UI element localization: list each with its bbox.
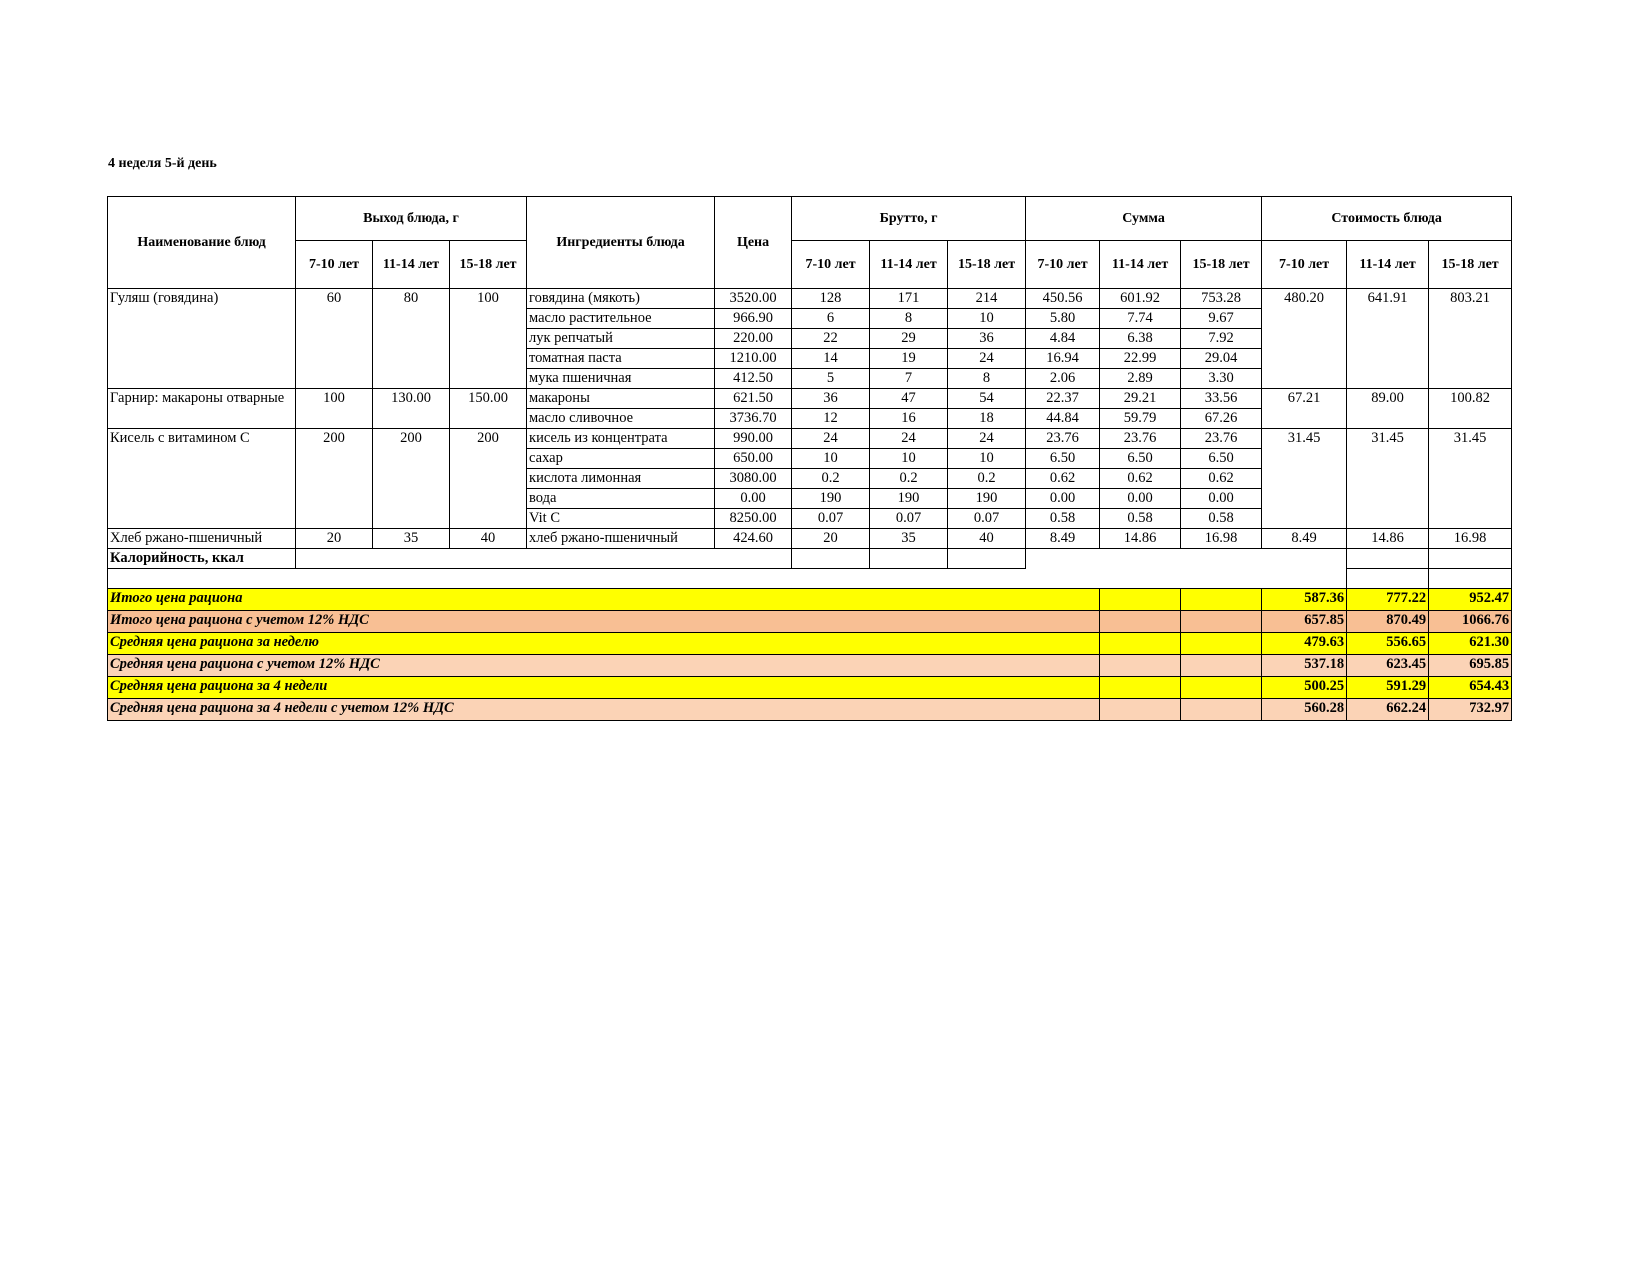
sum-cell: 22.37 xyxy=(1026,389,1100,409)
header-ingredients: Ингредиенты блюда xyxy=(527,197,715,289)
sum-cell: 3.30 xyxy=(1181,369,1262,389)
sum-cell: 23.76 xyxy=(1026,429,1100,449)
sum-cell: 16.94 xyxy=(1026,349,1100,369)
ingredient-name-cell: масло сливочное xyxy=(527,409,715,429)
calories-cell xyxy=(1347,549,1429,569)
sum-cell: 8.49 xyxy=(1026,529,1100,549)
brutto-cell: 20 xyxy=(792,529,870,549)
price-cell: 0.00 xyxy=(715,489,792,509)
dish-name-cell: Хлеб ржано-пшеничный xyxy=(108,529,296,549)
summary-empty-cell xyxy=(1100,677,1181,699)
header-price: Цена xyxy=(715,197,792,289)
brutto-cell: 128 xyxy=(792,289,870,309)
header-brutto-age-11-14: 11-14 лет xyxy=(870,241,948,289)
yield-cell: 200 xyxy=(296,429,373,529)
ingredient-name-cell: говядина (мякоть) xyxy=(527,289,715,309)
dish-cost-cell: 8.49 xyxy=(1262,529,1347,549)
summary-value: 777.22 xyxy=(1347,589,1429,611)
yield-cell: 200 xyxy=(450,429,527,529)
dish-name-cell: Кисель с витамином С xyxy=(108,429,296,529)
sum-cell: 4.84 xyxy=(1026,329,1100,349)
calories-empty-cell xyxy=(1026,549,1347,569)
sum-cell: 14.86 xyxy=(1100,529,1181,549)
summary-value: 623.45 xyxy=(1347,655,1429,677)
summary-value: 587.36 xyxy=(1262,589,1347,611)
summary-label: Средняя цена рациона с учетом 12% НДС xyxy=(108,655,1100,677)
header-sum-age-7-10: 7-10 лет xyxy=(1026,241,1100,289)
brutto-cell: 171 xyxy=(870,289,948,309)
sum-cell: 2.89 xyxy=(1100,369,1181,389)
sum-cell: 6.50 xyxy=(1181,449,1262,469)
header-brutto-age-15-18: 15-18 лет xyxy=(948,241,1026,289)
summary-row xyxy=(108,677,1512,699)
price-cell: 1210.00 xyxy=(715,349,792,369)
summary-empty-cell xyxy=(1100,611,1181,633)
dish-cost-cell: 31.45 xyxy=(1262,429,1347,529)
calories-empty-cell xyxy=(296,549,792,569)
yield-cell: 100 xyxy=(450,289,527,389)
calories-cell xyxy=(1429,549,1512,569)
price-cell: 412.50 xyxy=(715,369,792,389)
summary-value: 621.30 xyxy=(1429,633,1512,655)
brutto-cell: 54 xyxy=(948,389,1026,409)
spacer-cell xyxy=(1429,569,1512,589)
header-yield: Выход блюда, г xyxy=(296,197,527,241)
yield-cell: 80 xyxy=(373,289,450,389)
sum-cell: 0.00 xyxy=(1026,489,1100,509)
brutto-cell: 10 xyxy=(948,309,1026,329)
summary-row xyxy=(108,655,1512,677)
summary-label: Средняя цена рациона за неделю xyxy=(108,633,1100,655)
dish-cost-cell: 480.20 xyxy=(1262,289,1347,389)
brutto-cell: 190 xyxy=(870,489,948,509)
brutto-cell: 190 xyxy=(792,489,870,509)
summary-value: 952.47 xyxy=(1429,589,1512,611)
brutto-cell: 10 xyxy=(792,449,870,469)
summary-value: 500.25 xyxy=(1262,677,1347,699)
brutto-cell: 8 xyxy=(948,369,1026,389)
header-sum-age-11-14: 11-14 лет xyxy=(1100,241,1181,289)
ingredient-name-cell: мука пшеничная xyxy=(527,369,715,389)
ingredient-name-cell: макароны xyxy=(527,389,715,409)
table-row xyxy=(108,289,1512,309)
summary-empty-cell xyxy=(1181,699,1262,721)
brutto-cell: 24 xyxy=(792,429,870,449)
table-row xyxy=(108,529,1512,549)
summary-value: 560.28 xyxy=(1262,699,1347,721)
dish-cost-cell: 89.00 xyxy=(1347,389,1429,429)
yield-cell: 20 xyxy=(296,529,373,549)
calories-cell xyxy=(870,549,948,569)
sum-cell: 6.50 xyxy=(1026,449,1100,469)
summary-value: 870.49 xyxy=(1347,611,1429,633)
summary-empty-cell xyxy=(1100,633,1181,655)
price-cell: 220.00 xyxy=(715,329,792,349)
header-cost-age-15-18: 15-18 лет xyxy=(1429,241,1512,289)
summary-empty-cell xyxy=(1181,611,1262,633)
header-brutto: Брутто, г xyxy=(792,197,1026,241)
summary-value: 556.65 xyxy=(1347,633,1429,655)
table-row xyxy=(108,429,1512,449)
sum-cell: 0.00 xyxy=(1100,489,1181,509)
price-cell: 424.60 xyxy=(715,529,792,549)
ingredient-name-cell: хлеб ржано-пшеничный xyxy=(527,529,715,549)
sum-cell: 0.58 xyxy=(1100,509,1181,529)
summary-empty-cell xyxy=(1181,677,1262,699)
brutto-cell: 14 xyxy=(792,349,870,369)
ingredient-name-cell: томатная паста xyxy=(527,349,715,369)
summary-empty-cell xyxy=(1100,699,1181,721)
sum-cell: 0.62 xyxy=(1026,469,1100,489)
price-cell: 3736.70 xyxy=(715,409,792,429)
sum-cell: 23.76 xyxy=(1100,429,1181,449)
header-yield-age-7-10: 7-10 лет xyxy=(296,241,373,289)
sum-cell: 2.06 xyxy=(1026,369,1100,389)
yield-cell: 200 xyxy=(373,429,450,529)
yield-cell: 150.00 xyxy=(450,389,527,429)
sum-cell: 44.84 xyxy=(1026,409,1100,429)
sum-cell: 9.67 xyxy=(1181,309,1262,329)
brutto-cell: 0.2 xyxy=(948,469,1026,489)
sum-cell: 33.56 xyxy=(1181,389,1262,409)
price-cell: 966.90 xyxy=(715,309,792,329)
yield-cell: 60 xyxy=(296,289,373,389)
yield-cell: 100 xyxy=(296,389,373,429)
brutto-cell: 12 xyxy=(792,409,870,429)
brutto-cell: 47 xyxy=(870,389,948,409)
brutto-cell: 0.07 xyxy=(792,509,870,529)
sum-cell: 59.79 xyxy=(1100,409,1181,429)
menu-table xyxy=(107,196,1512,721)
header-yield-age-11-14: 11-14 лет xyxy=(373,241,450,289)
summary-value: 732.97 xyxy=(1429,699,1512,721)
summary-row xyxy=(108,633,1512,655)
sum-cell: 753.28 xyxy=(1181,289,1262,309)
price-cell: 3080.00 xyxy=(715,469,792,489)
summary-value: 695.85 xyxy=(1429,655,1512,677)
brutto-cell: 24 xyxy=(948,429,1026,449)
sum-cell: 5.80 xyxy=(1026,309,1100,329)
spacer-cell xyxy=(1347,569,1429,589)
table-body xyxy=(108,289,1512,549)
summary-label: Итого цена рациона с учетом 12% НДС xyxy=(108,611,1100,633)
brutto-cell: 29 xyxy=(870,329,948,349)
brutto-cell: 16 xyxy=(870,409,948,429)
summary-empty-cell xyxy=(1181,655,1262,677)
dish-cost-cell: 641.91 xyxy=(1347,289,1429,389)
page-title: 4 неделя 5-й день xyxy=(108,156,217,171)
dish-name-cell: Гарнир: макароны отварные xyxy=(108,389,296,429)
brutto-cell: 8 xyxy=(870,309,948,329)
brutto-cell: 10 xyxy=(870,449,948,469)
brutto-cell: 0.07 xyxy=(948,509,1026,529)
header-cost-age-11-14: 11-14 лет xyxy=(1347,241,1429,289)
table-row xyxy=(108,389,1512,409)
header-cost-age-7-10: 7-10 лет xyxy=(1262,241,1347,289)
sum-cell: 6.38 xyxy=(1100,329,1181,349)
brutto-cell: 35 xyxy=(870,529,948,549)
sum-cell: 0.62 xyxy=(1181,469,1262,489)
summary-empty-cell xyxy=(1181,589,1262,611)
brutto-cell: 24 xyxy=(948,349,1026,369)
brutto-cell: 36 xyxy=(792,389,870,409)
brutto-cell: 5 xyxy=(792,369,870,389)
dish-name-cell: Гуляш (говядина) xyxy=(108,289,296,389)
sum-cell: 0.62 xyxy=(1100,469,1181,489)
ingredient-name-cell: Vit C xyxy=(527,509,715,529)
calories-cell xyxy=(948,549,1026,569)
summary-row xyxy=(108,589,1512,611)
summary-row xyxy=(108,699,1512,721)
summary-empty-cell xyxy=(1100,589,1181,611)
brutto-cell: 0.2 xyxy=(870,469,948,489)
calories-cell xyxy=(792,549,870,569)
sum-cell: 7.74 xyxy=(1100,309,1181,329)
summary-value: 537.18 xyxy=(1262,655,1347,677)
summary-empty-cell xyxy=(1100,655,1181,677)
brutto-cell: 22 xyxy=(792,329,870,349)
summary-value: 591.29 xyxy=(1347,677,1429,699)
price-cell: 650.00 xyxy=(715,449,792,469)
sum-cell: 601.92 xyxy=(1100,289,1181,309)
price-cell: 990.00 xyxy=(715,429,792,449)
ingredient-name-cell: сахар xyxy=(527,449,715,469)
brutto-cell: 7 xyxy=(870,369,948,389)
yield-cell: 40 xyxy=(450,529,527,549)
yield-cell: 130.00 xyxy=(373,389,450,429)
header-brutto-age-7-10: 7-10 лет xyxy=(792,241,870,289)
sum-cell: 16.98 xyxy=(1181,529,1262,549)
sum-cell: 23.76 xyxy=(1181,429,1262,449)
dish-cost-cell: 14.86 xyxy=(1347,529,1429,549)
brutto-cell: 24 xyxy=(870,429,948,449)
yield-cell: 35 xyxy=(373,529,450,549)
summary-value: 1066.76 xyxy=(1429,611,1512,633)
sum-cell: 450.56 xyxy=(1026,289,1100,309)
brutto-cell: 0.07 xyxy=(870,509,948,529)
sum-cell: 7.92 xyxy=(1181,329,1262,349)
sum-cell: 29.04 xyxy=(1181,349,1262,369)
header-dish-name: Наименование блюд xyxy=(108,197,296,289)
ingredient-name-cell: лук репчатый xyxy=(527,329,715,349)
summary-section xyxy=(108,589,1512,721)
brutto-cell: 214 xyxy=(948,289,1026,309)
ingredient-name-cell: кисель из концентрата xyxy=(527,429,715,449)
dish-cost-cell: 31.45 xyxy=(1429,429,1512,529)
sum-cell: 0.00 xyxy=(1181,489,1262,509)
brutto-cell: 10 xyxy=(948,449,1026,469)
brutto-cell: 19 xyxy=(870,349,948,369)
calories-section xyxy=(108,549,1512,589)
dish-cost-cell: 803.21 xyxy=(1429,289,1512,389)
sum-cell: 29.21 xyxy=(1100,389,1181,409)
brutto-cell: 190 xyxy=(948,489,1026,509)
brutto-cell: 36 xyxy=(948,329,1026,349)
summary-value: 654.43 xyxy=(1429,677,1512,699)
brutto-cell: 18 xyxy=(948,409,1026,429)
summary-label: Средняя цена рациона за 4 недели с учетом 12% НДС xyxy=(108,699,1100,721)
header-dish-cost: Стоимость блюда xyxy=(1262,197,1512,241)
summary-value: 662.24 xyxy=(1347,699,1429,721)
header-yield-age-15-18: 15-18 лет xyxy=(450,241,527,289)
dish-cost-cell: 67.21 xyxy=(1262,389,1347,429)
brutto-cell: 6 xyxy=(792,309,870,329)
summary-row xyxy=(108,611,1512,633)
dish-cost-cell: 100.82 xyxy=(1429,389,1512,429)
sum-cell: 0.58 xyxy=(1026,509,1100,529)
ingredient-name-cell: масло растительное xyxy=(527,309,715,329)
price-cell: 8250.00 xyxy=(715,509,792,529)
ingredient-name-cell: вода xyxy=(527,489,715,509)
dish-cost-cell: 16.98 xyxy=(1429,529,1512,549)
sum-cell: 22.99 xyxy=(1100,349,1181,369)
price-cell: 3520.00 xyxy=(715,289,792,309)
dish-cost-cell: 31.45 xyxy=(1347,429,1429,529)
price-cell: 621.50 xyxy=(715,389,792,409)
brutto-cell: 0.2 xyxy=(792,469,870,489)
sum-cell: 67.26 xyxy=(1181,409,1262,429)
brutto-cell: 40 xyxy=(948,529,1026,549)
summary-label: Средняя цена рациона за 4 недели xyxy=(108,677,1100,699)
summary-value: 657.85 xyxy=(1262,611,1347,633)
calories-label: Калорийность, ккал xyxy=(108,549,296,569)
summary-label: Итого цена рациона xyxy=(108,589,1100,611)
sum-cell: 0.58 xyxy=(1181,509,1262,529)
summary-empty-cell xyxy=(1181,633,1262,655)
sum-cell: 6.50 xyxy=(1100,449,1181,469)
header-sum: Сумма xyxy=(1026,197,1262,241)
spacer-cell xyxy=(108,569,1347,589)
summary-value: 479.63 xyxy=(1262,633,1347,655)
header-sum-age-15-18: 15-18 лет xyxy=(1181,241,1262,289)
ingredient-name-cell: кислота лимонная xyxy=(527,469,715,489)
